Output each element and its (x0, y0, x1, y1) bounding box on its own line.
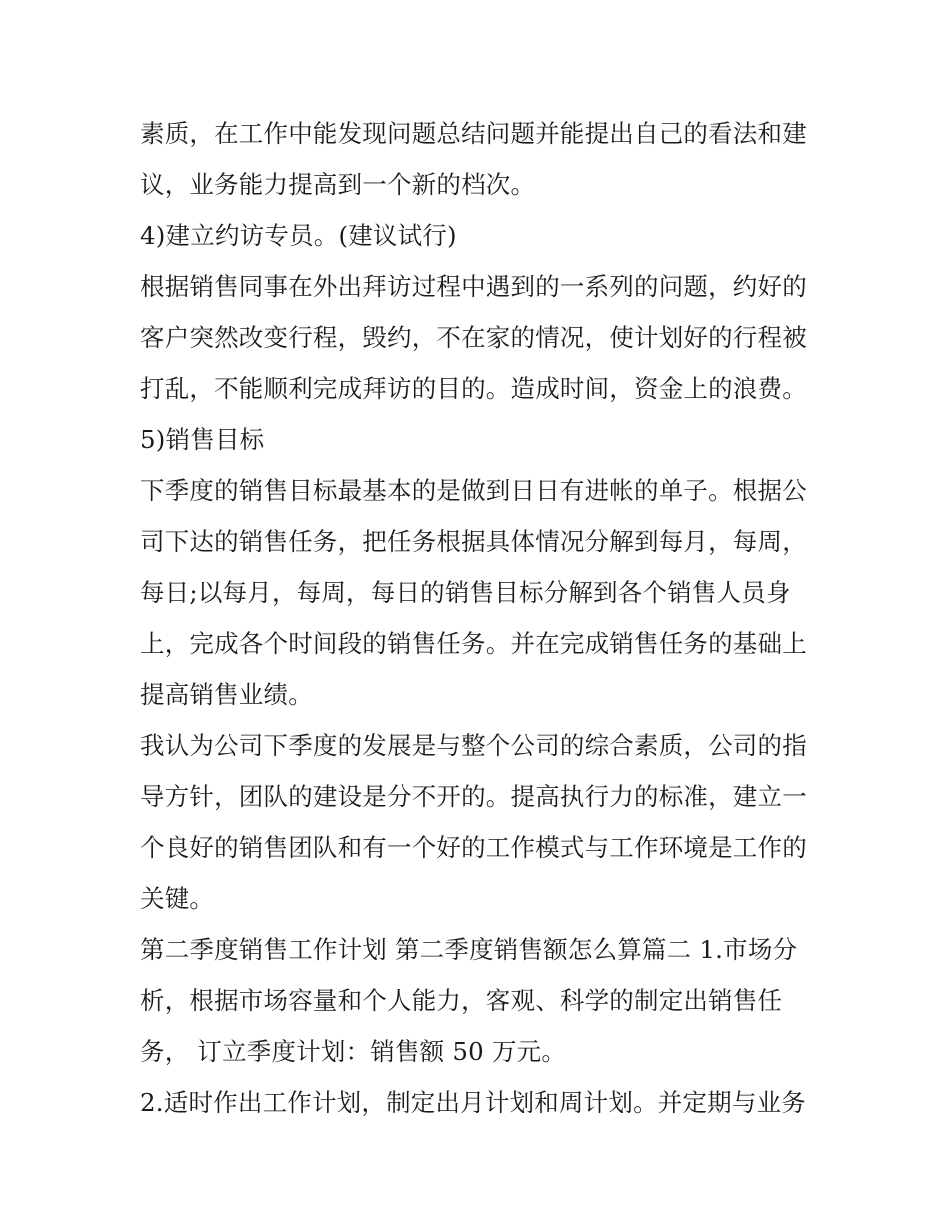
text-line: 议，业务能力提高到一个新的档次。 (140, 170, 536, 199)
text-line: 析，根据市场容量和个人能力，客观、科学的制定出销售任 (140, 986, 783, 1015)
text-line: 根据销售同事在外出拜访过程中遇到的一系列的问题，约好的 (140, 272, 807, 301)
text-line: 导方针，团队的建设是分不开的。提高执行力的标准，建立一 (140, 782, 807, 811)
text-line: 打乱，不能顺利完成拜访的目的。造成时间，资金上的浪费。 (140, 374, 807, 403)
text-line: 关键。 (140, 884, 215, 913)
text-line: 每日;以每月，每周，每日的销售目标分解到各个销售人员身 (140, 578, 791, 607)
text-line: 务， 订立季度计划：销售额 50 万元。 (140, 1037, 567, 1066)
section-heading: 5)销售目标 (140, 425, 265, 454)
text-line: 客户突然改变行程，毁约，不在家的情况，使计划好的行程被 (140, 323, 807, 352)
text-line: 2.适时作出工作计划，制定出月计划和周计划。并定期与业务 (140, 1088, 806, 1117)
text-line: 我认为公司下季度的发展是与整个公司的综合素质，公司的指 (140, 731, 807, 760)
text-line: 个良好的销售团队和有一个好的工作模式与工作环境是工作的 (140, 833, 807, 862)
text-line: 司下达的销售任务，把任务根据具体情况分解到每月，每周， (140, 527, 807, 556)
text-line: 下季度的销售目标最基本的是做到日日有进帐的单子。根据公 (140, 476, 807, 505)
document-body (140, 108, 820, 1128)
text-line: 第二季度销售工作计划 第二季度销售额怎么算篇二 1.市场分 (140, 935, 798, 964)
text-line: 上，完成各个时间段的销售任务。并在完成销售任务的基础上 (140, 629, 807, 658)
text-line: 提高销售业绩。 (140, 680, 313, 709)
text-line: 素质，在工作中能发现问题总结问题并能提出自己的看法和建 (140, 119, 807, 148)
section-heading: 4)建立约访专员。(建议试行) (140, 221, 457, 250)
